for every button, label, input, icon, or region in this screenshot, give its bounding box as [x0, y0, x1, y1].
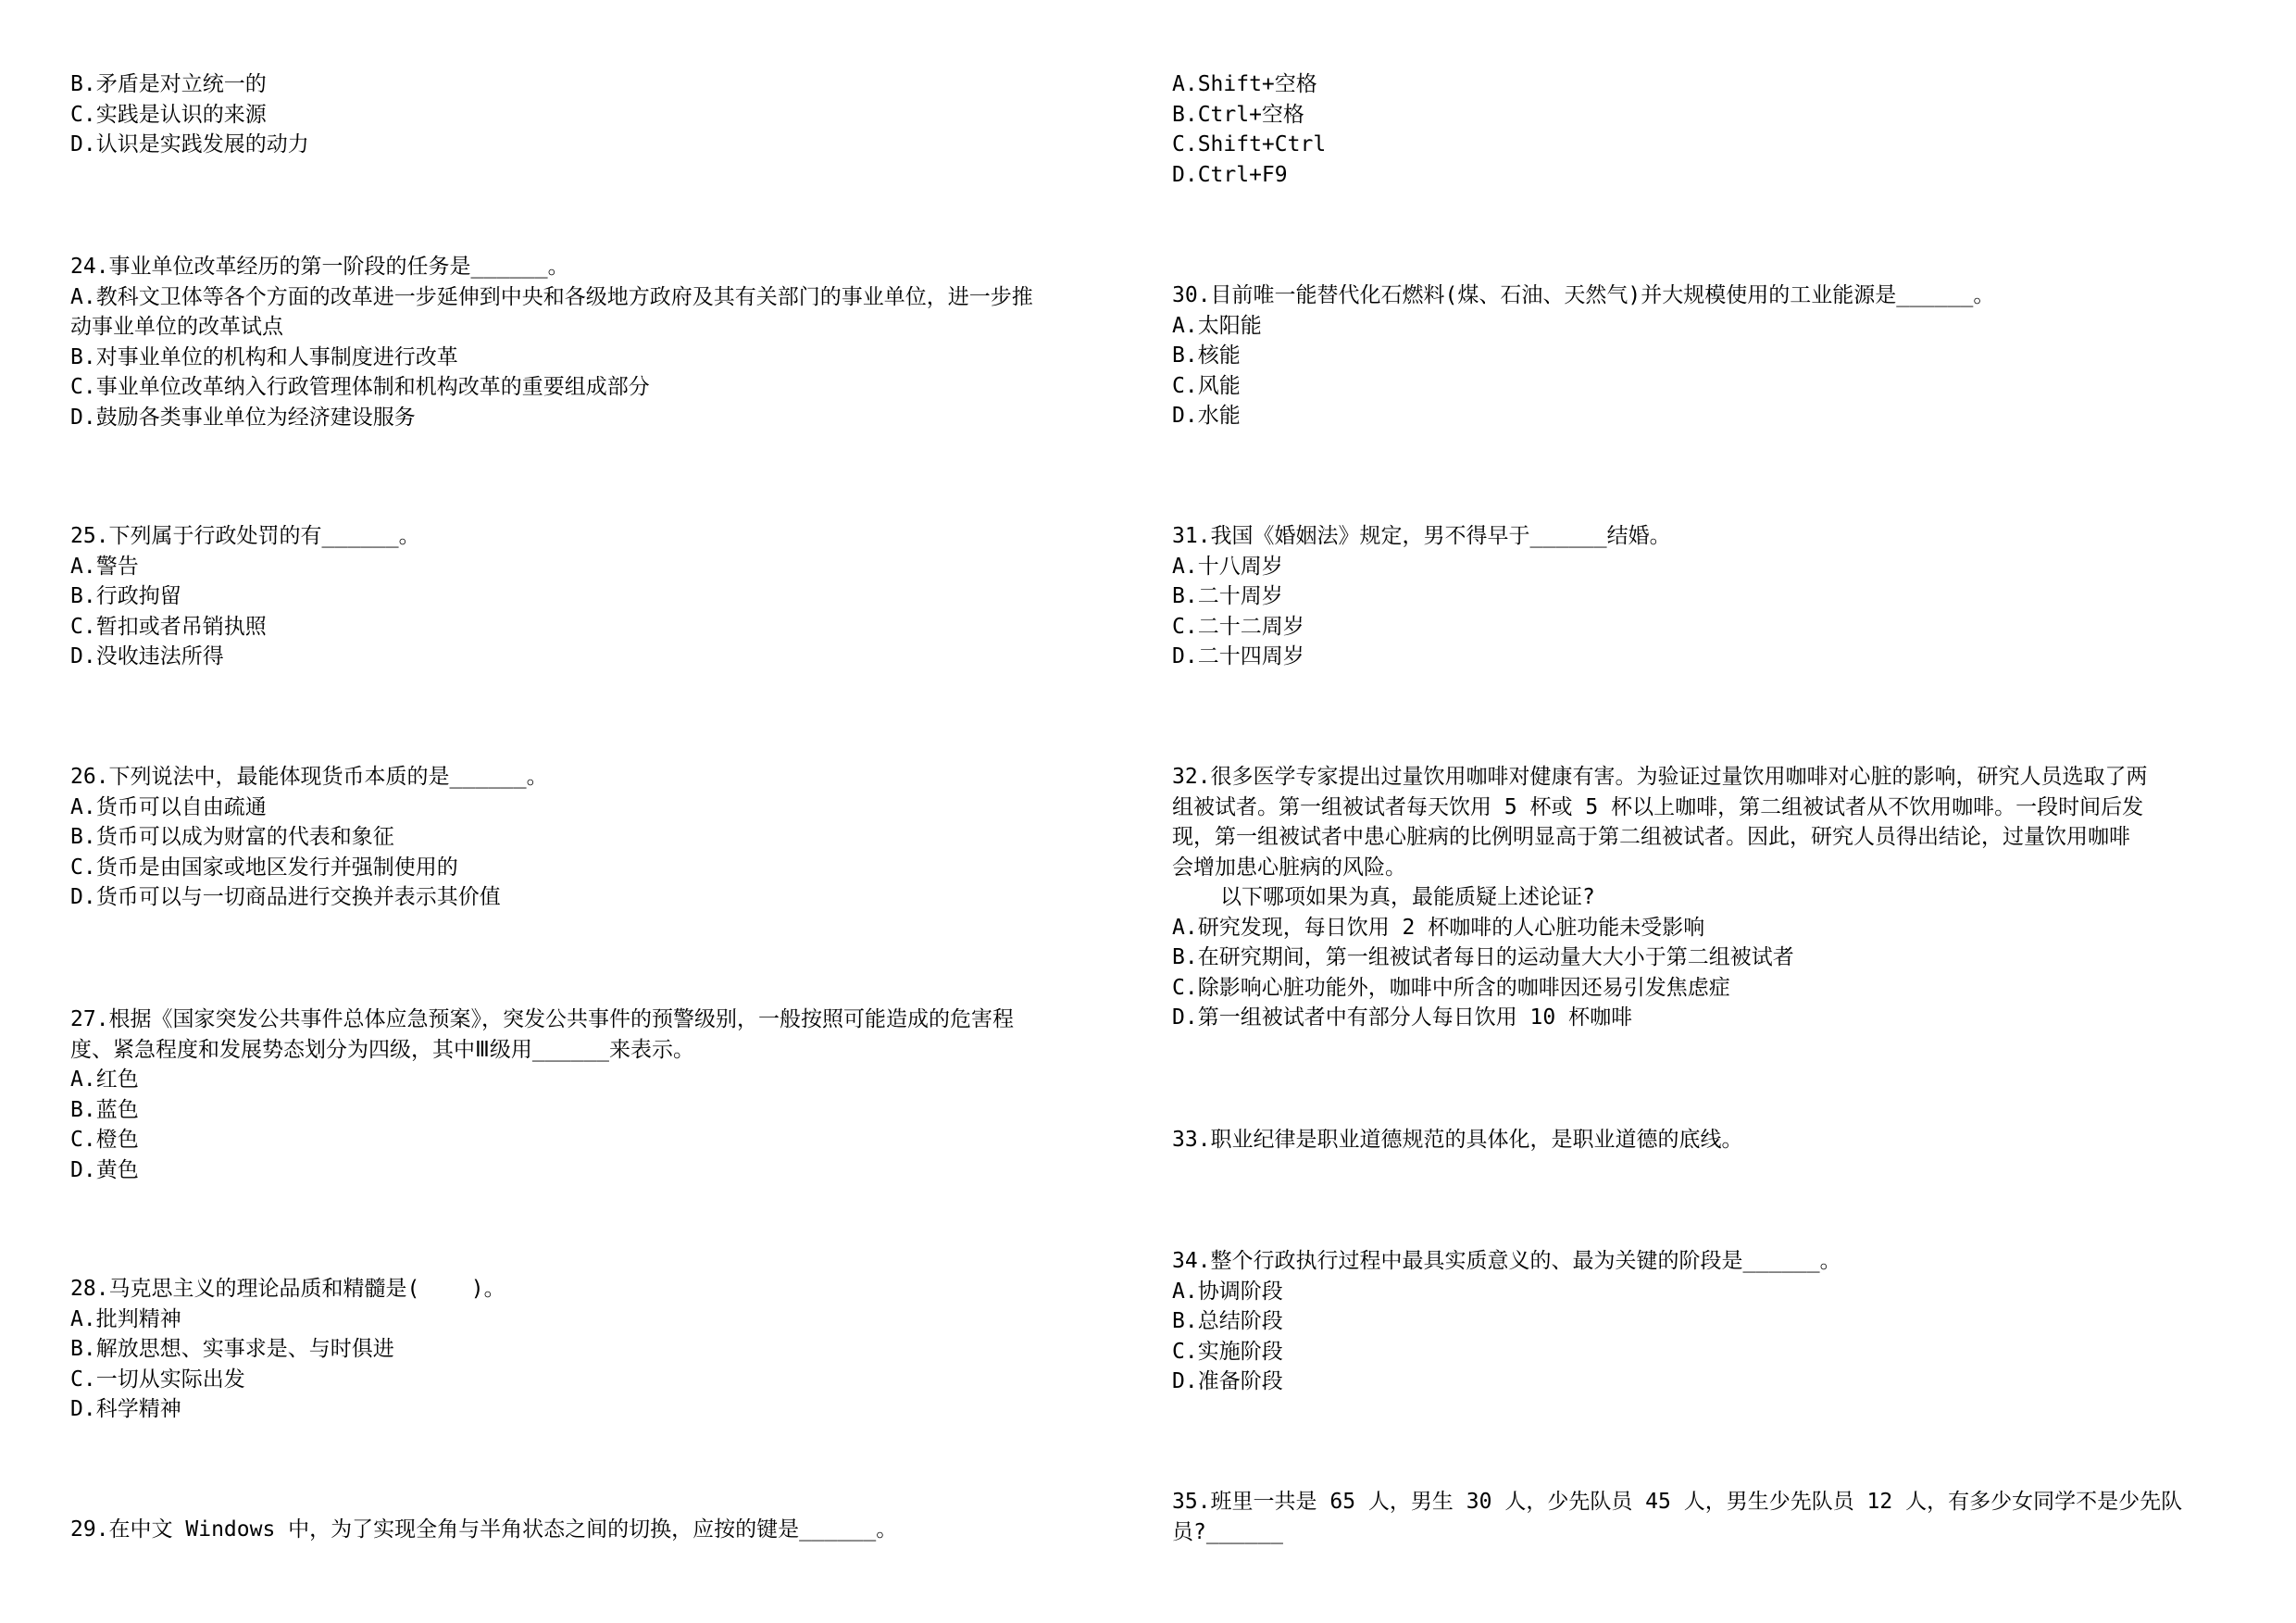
option-b: B.Ctrl+空格	[1172, 102, 1304, 127]
question-stem: 25.下列属于行政处罚的有______。	[70, 524, 420, 548]
option-d: D.鼓励各类事业单位为经济建设服务	[70, 405, 416, 430]
question-stem-continued: 现，第一组被试者中患心脏病的比例明显高于第二组被试者。因此，研究人员得出结论，过量饮用咖啡	[1172, 825, 2130, 849]
question-31	[1172, 521, 2246, 672]
option-a: A.十八周岁	[1172, 554, 1283, 579]
question-33	[1172, 1125, 2246, 1155]
option-c: C.货币是由国家或地区发行并强制使用的	[70, 855, 458, 880]
question-stem-continued: 组被试者。第一组被试者每天饮用 5 杯或 5 杯以上咖啡，第二组被试者从不饮用咖啡。一段时间后发	[1172, 794, 2144, 819]
option-c: C.橙色	[70, 1128, 139, 1152]
question-29-options	[1172, 69, 2246, 190]
option-a: A.批判精神	[70, 1306, 181, 1331]
option-c: C.一切从实际出发	[70, 1367, 245, 1392]
question-28	[70, 1274, 1144, 1425]
option-c: C.除影响心脏功能外，咖啡中所含的咖啡因还易引发焦虑症	[1172, 975, 1730, 1000]
option-d: D.Ctrl+F9	[1172, 162, 1288, 187]
option-a: A.协调阶段	[1172, 1279, 1283, 1304]
question-stem: 24.事业单位改革经历的第一阶段的任务是______。	[70, 255, 569, 279]
option-c: C.实践是认识的来源	[70, 102, 267, 127]
option-b: B.核能	[1172, 343, 1241, 368]
option-b: B.对事业单位的机构和人事制度进行改革	[70, 344, 458, 369]
option-a: A.研究发现，每日饮用 2 杯咖啡的人心脏功能未受影响	[1172, 915, 1705, 940]
option-d: D.第一组被试者中有部分人每日饮用 10 杯咖啡	[1172, 1005, 1633, 1030]
option-a: A.太阳能	[1172, 313, 1262, 338]
option-b: B.货币可以成为财富的代表和象征	[70, 825, 394, 849]
option-a: A.货币可以自由疏通	[70, 794, 267, 819]
question-stem: 26.下列说法中，最能体现货币本质的是______。	[70, 765, 548, 789]
option-c: C.实施阶段	[1172, 1339, 1283, 1364]
question-stem: 34.整个行政执行过程中最具实质意义的、最为关键的阶段是______。	[1172, 1249, 1841, 1273]
option-c: C.Shift+Ctrl	[1172, 132, 1327, 156]
option-c: C.事业单位改革纳入行政管理体制和机构改革的重要组成部分	[70, 375, 650, 399]
option-b: B.解放思想、实事求是、与时俱进	[70, 1337, 394, 1361]
question-stem: 28.马克思主义的理论品质和精髓是( )。	[70, 1277, 505, 1301]
option-d: D.认识是实践发展的动力	[70, 132, 309, 156]
option-b: B.在研究期间，第一组被试者每日的运动量大大小于第二组被试者	[1172, 945, 1794, 969]
option-a: A.教科文卫体等各个方面的改革进一步延伸到中央和各级地方政府及其有关部门的事业单位，进一步推	[70, 284, 1033, 309]
option-d: D.没收违法所得	[70, 644, 224, 668]
option-a: A.警告	[70, 554, 139, 579]
option-c: C.暂扣或者吊销执照	[70, 614, 267, 639]
question-27	[70, 1005, 1144, 1185]
question-stem: 30.目前唯一能替代化石燃料(煤、石油、天然气)并大规模使用的工业能源是______。	[1172, 283, 1995, 307]
question-stem: 32.很多医学专家提出过量饮用咖啡对健康有害。为验证过量饮用咖啡对心脏的影响，研究人员选取了两	[1172, 765, 2148, 789]
question-34	[1172, 1246, 2246, 1397]
option-d: D.水能	[1172, 404, 1241, 428]
option-d: D.二十四周岁	[1172, 644, 1304, 668]
question-25	[70, 521, 1144, 672]
option-d: D.准备阶段	[1172, 1369, 1283, 1393]
option-b: B.蓝色	[70, 1097, 139, 1122]
question-24	[70, 252, 1144, 432]
question-30	[1172, 281, 2246, 431]
question-stem: 35.班里一共是 65 人，男生 30 人，少先队员 45 人，男生少先队员 12 人，有多少女同学不是少先队	[1172, 1490, 2183, 1514]
question-29	[70, 1515, 1144, 1545]
question-prompt: 以下哪项如果为真，最能质疑上述论证?	[1220, 885, 1595, 909]
question-23-options	[70, 69, 1144, 160]
question-stem: 33.职业纪律是职业道德规范的具体化，是职业道德的底线。	[1172, 1128, 1743, 1152]
left-column	[70, 0, 1144, 1623]
question-stem-continued: 员?______	[1172, 1519, 1283, 1544]
option-d: D.黄色	[70, 1157, 139, 1182]
option-a: A.Shift+空格	[1172, 72, 1317, 96]
option-c: C.二十二周岁	[1172, 614, 1304, 639]
option-c: C.风能	[1172, 373, 1241, 398]
question-stem: 27.根据《国家突发公共事件总体应急预案》，突发公共事件的预警级别，一般按照可能造成的危害程	[70, 1007, 1015, 1031]
question-stem-continued: 度、紧急程度和发展势态划分为四级，其中Ⅲ级用______来表示。	[70, 1037, 694, 1062]
option-b: B.行政拘留	[70, 584, 181, 608]
question-35	[1172, 1487, 2246, 1547]
option-a: A.红色	[70, 1067, 139, 1092]
option-b: B.二十周岁	[1172, 584, 1283, 608]
right-column	[1172, 0, 2246, 1623]
question-32	[1172, 762, 2246, 1033]
option-a-continued: 动事业单位的改革试点	[70, 315, 283, 339]
option-b: B.矛盾是对立统一的	[70, 72, 267, 96]
question-stem-continued: 会增加患心脏病的风险。	[1172, 855, 1406, 880]
question-26	[70, 762, 1144, 913]
option-b: B.总结阶段	[1172, 1309, 1283, 1333]
question-stem: 31.我国《婚姻法》规定，男不得早于______结婚。	[1172, 524, 1671, 548]
option-d: D.科学精神	[70, 1397, 181, 1421]
question-stem: 29.在中文 Windows 中，为了实现全角与半角状态之间的切换，应按的键是______。	[70, 1517, 898, 1542]
option-d: D.货币可以与一切商品进行交换并表示其价值	[70, 885, 501, 909]
